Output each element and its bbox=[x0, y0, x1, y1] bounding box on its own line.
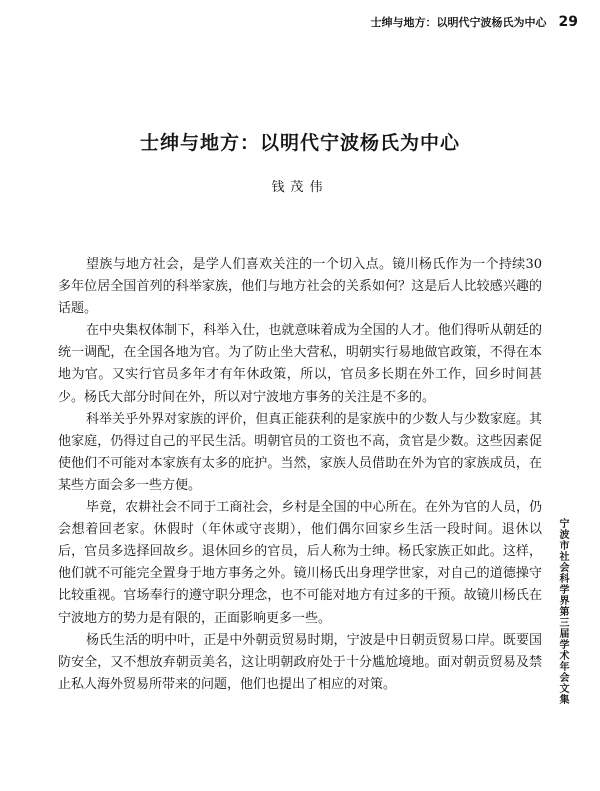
paragraph-5: 杨氏生活的明中叶，正是中外朝贡贸易时期，宁波是中日朝贡贸易口岸。既要国防安全，又不想放弃朝贡美名，这让明朝政府处于十分尴尬境地。面对朝贡贸易及禁止私人海外贸易所带来的问题，他们也提出了相应的对策。 bbox=[58, 632, 542, 692]
paragraph-4: 毕竟，农耕社会不同于工商社会，乡村是全国的中心所在。在外为官的人员，仍会想着回老家。休假时（年休或守丧期），他们偶尔回家乡生活一段时间。退休以后，官员多选择回故乡。退休回乡的官员，后人称为士绅。杨氏家族正如此。这样，他们就不可能完全置身于地方事务之外。镜川杨氏出身理学世家，对自己的道德操守比较重视。官场奉行的遵守职分理念，也不可能对地方有过多的干预。故镜川杨氏在宁波地方的势力是有限的，正面影响更多一些。 bbox=[58, 500, 542, 626]
paragraph-3: 科举关乎外界对家族的评价，但真正能获利的是家族中的少数人与少数家庭。其他家庭，仍得过自己的平民生活。明朝官员的工资也不高，贪官是少数。这些因素促使他们不可能对本家族有太多的庇护。当然，家族人员借助在外为官的家族成员，在某些方面会多一些方便。 bbox=[58, 411, 542, 493]
running-header bbox=[371, 14, 578, 30]
article-author: 钱茂伟 bbox=[271, 180, 329, 195]
side-collection-caption: 宁波市社会科学界第三届学术年会文集 bbox=[557, 518, 568, 705]
article-body bbox=[58, 254, 542, 696]
page-number: 29 bbox=[558, 14, 578, 30]
article-title: 士绅与地方：以明代宁波杨氏为中心 bbox=[139, 132, 460, 154]
paragraph-1: 望族与地方社会，是学人们喜欢关注的一个切入点。镜川杨氏作为一个持续30多年位居全国首列的科举家族，他们与地方社会的关系如何？这是后人比较感兴趣的话题。 bbox=[58, 257, 542, 317]
paragraph-2: 在中央集权体制下，科举入仕，也就意味着成为全国的人才。他们得听从朝廷的统一调配，在全国各地为官。为了防止坐大营私，明朝实行易地做官政策，不得在本地为官。又实行官员多年才有年休政策，所以，官员多长期在外工作，回乡时间甚少。杨氏大部分时间在外，所以对宁波地方事务的关注是不多的。 bbox=[58, 323, 542, 405]
running-header-title: 士绅与地方：以明代宁波杨氏为中心 bbox=[370, 16, 547, 29]
